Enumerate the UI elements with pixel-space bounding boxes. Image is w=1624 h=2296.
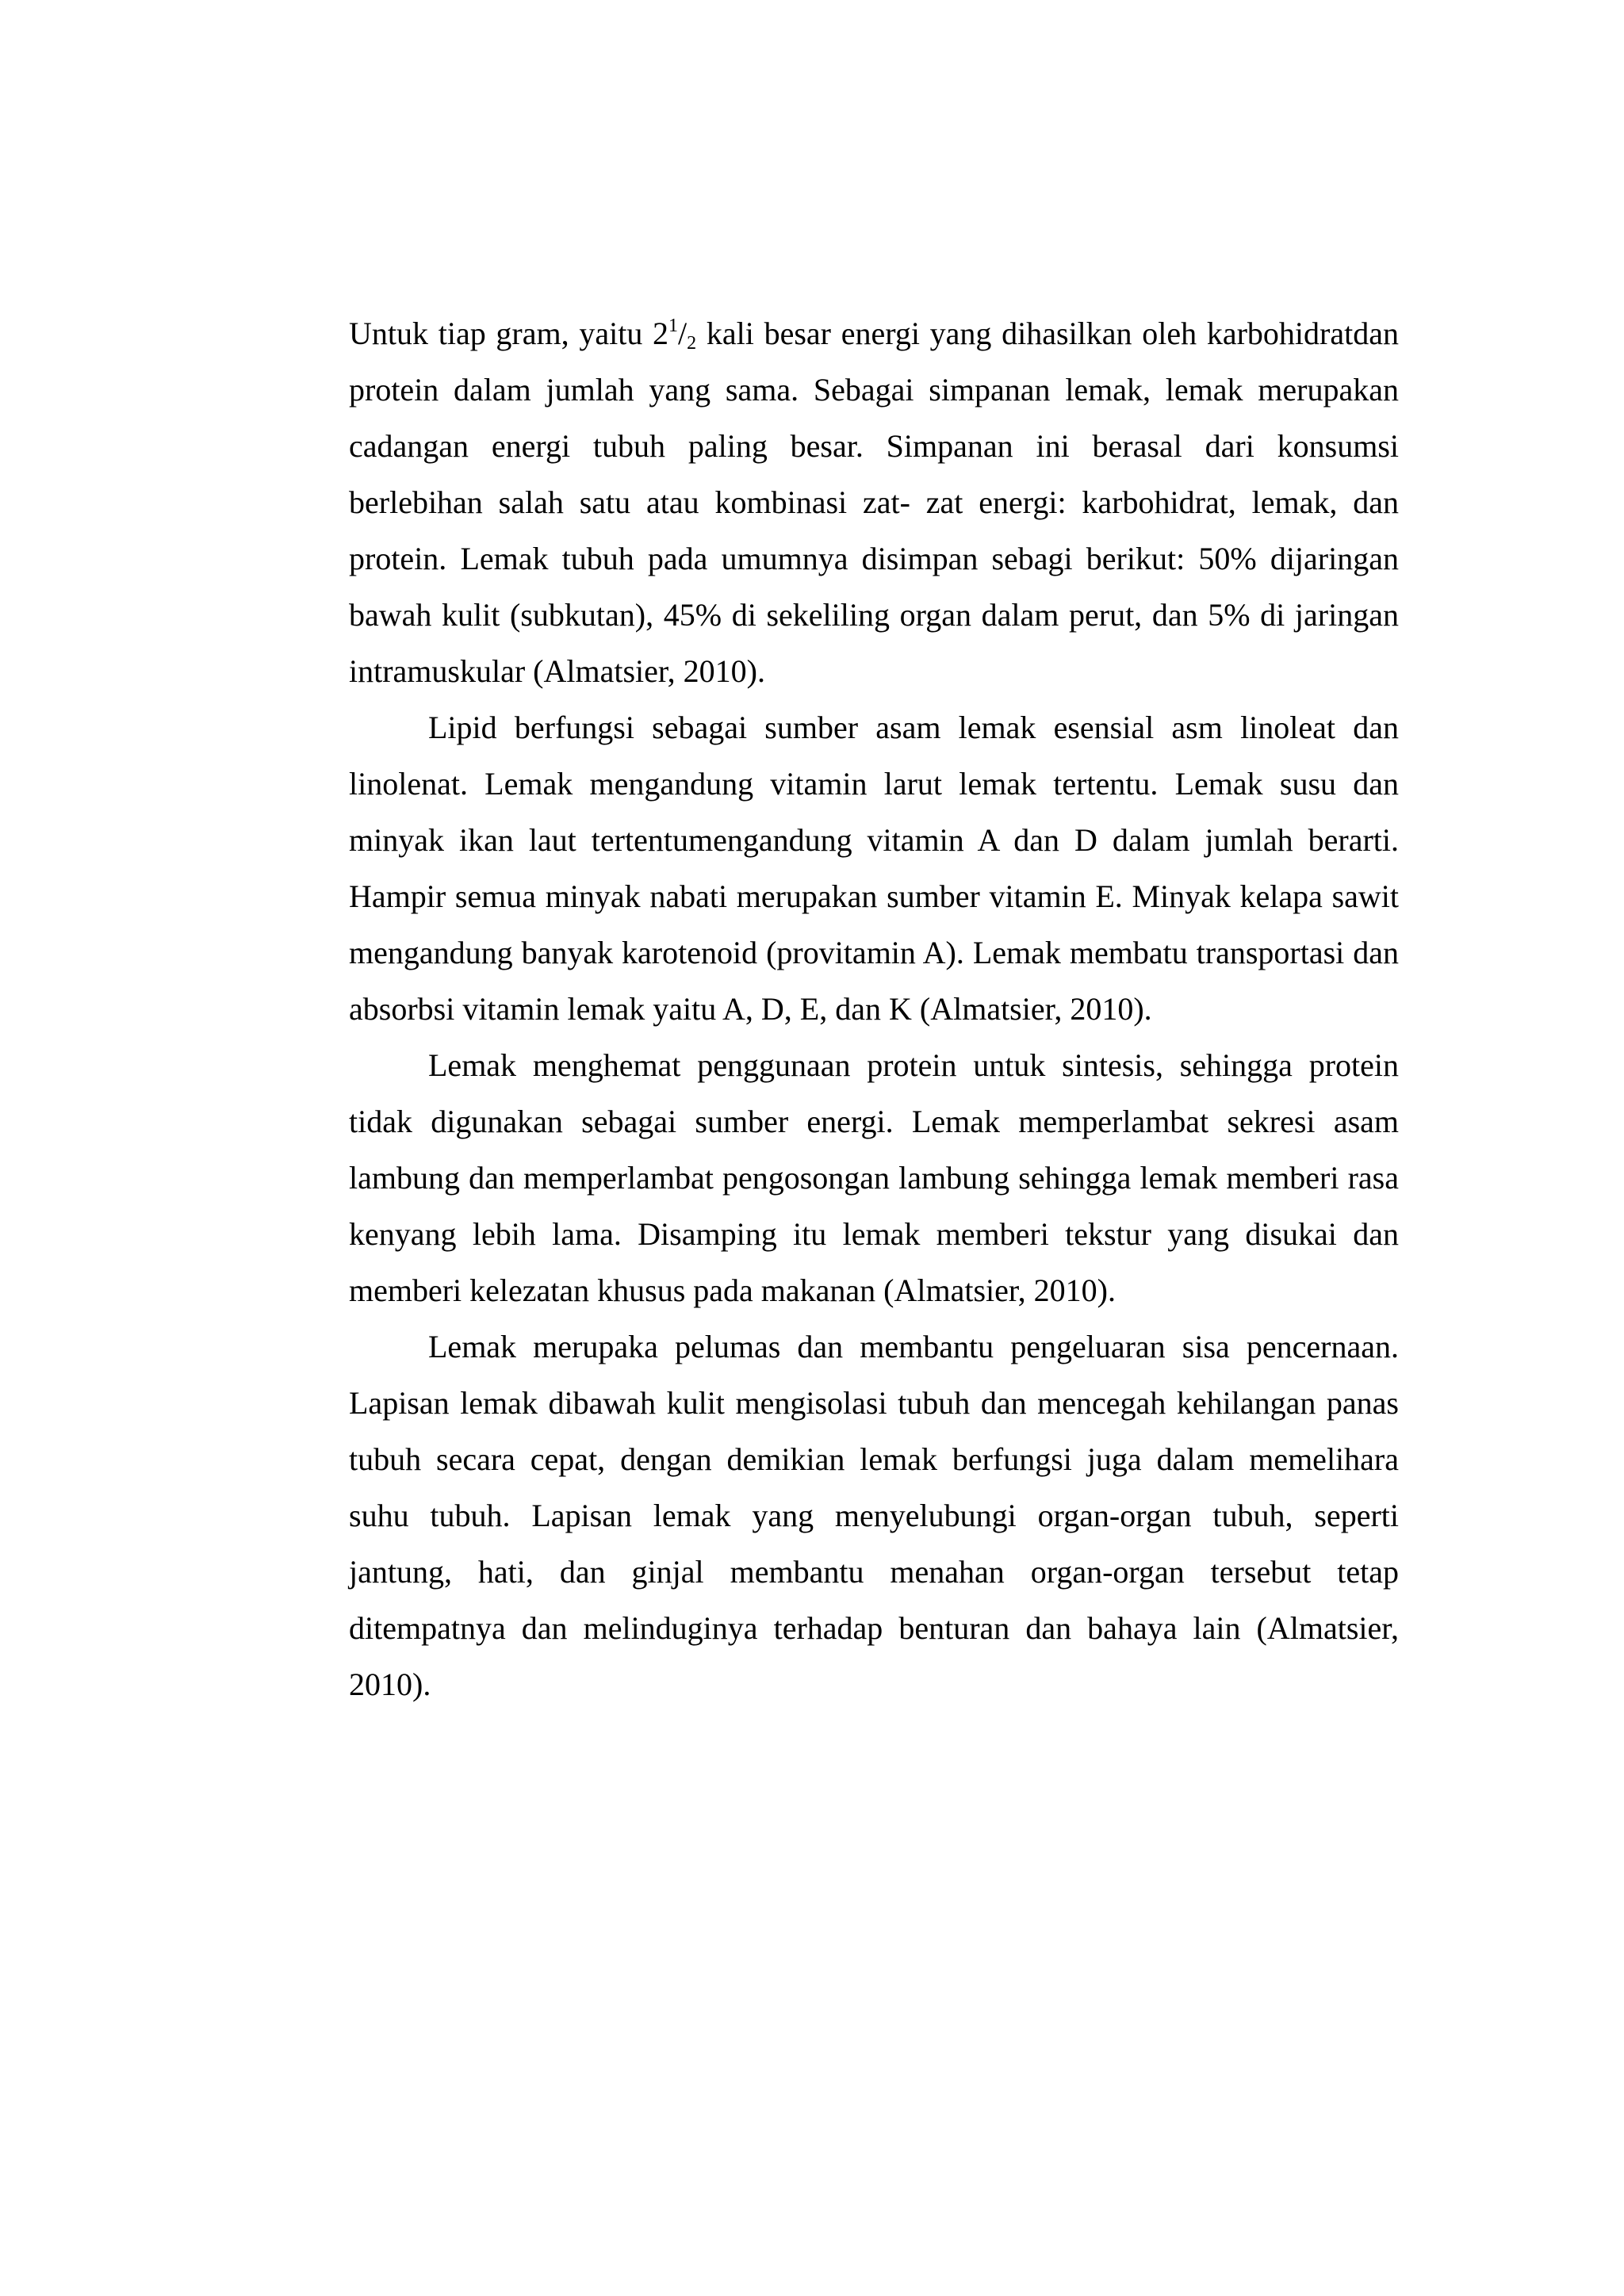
fraction-denominator: 2 (687, 333, 697, 354)
fraction-slash: / (678, 316, 688, 351)
paragraph-protein-sparing: Lemak menghemat penggunaan protein untuk sintesis, sehingga protein tidak digunakan sebagai sumber energi. Lemak memperlambat sekresi asam lambung dan memperlambat pengosongan lambung sehingga lemak memberi rasa kenyang lebih lama. Disamping itu lemak memberi tekstur yang disukai dan memberi kelezatan khusus pada makanan (Almatsier, 2010). (349, 1047, 1399, 1308)
paragraph-text-rest: kali besar energi yang dihasilkan oleh karbohidratdan protein dalam jumlah yang sama. Sebagai simpanan lemak, lemak merupakan cadangan energi tubuh paling besar. Simpanan ini berasal dari konsumsi berlebihan salah satu atau kombinasi zat- zat energi: karbohidrat, lemak, dan protein. Lemak tubuh pada umumnya disimpan sebagi berikut: 50% dijaringan bawah kulit (subkutan), 45% di sekeliling organ dalam perut, dan 5% di jaringan intramuskular (Almatsier, 2010). (349, 316, 1399, 689)
paragraph-insulation: Lemak merupaka pelumas dan membantu pengeluaran sisa pencernaan. Lapisan lemak dibawah kulit mengisolasi tubuh dan mencegah kehilangan panas tubuh secara cepat, dengan demikian lemak berfungsi juga dalam memelihara suhu tubuh. Lapisan lemak yang menyelubungi organ-organ tubuh, seperti jantung, hati, dan ginjal membantu menahan organ-organ tersebut tetap ditempatnya dan melinduginya terhadap benturan dan bahaya lain (Almatsier, 2010). (349, 1329, 1399, 1702)
paragraph-text-start: Untuk tiap gram, yaitu 2 (349, 316, 669, 351)
paragraph-energy-storage (349, 305, 1399, 699)
body-text (349, 305, 1399, 1712)
fraction-numerator: 1 (668, 316, 679, 336)
paragraph-essential-fatty-acids: Lipid berfungsi sebagai sumber asam lemak esensial asm linoleat dan linolenat. Lemak mengandung vitamin larut lemak tertentu. Lemak susu dan minyak ikan laut tertentumengandung vitamin A dan D dalam jumlah berarti. Hampir semua minyak nabati merupakan sumber vitamin E. Minyak kelapa sawit mengandung banyak karotenoid (provitamin A). Lemak membatu transportasi dan absorbsi vitamin lemak yaitu A, D, E, dan K (Almatsier, 2010). (349, 710, 1399, 1027)
